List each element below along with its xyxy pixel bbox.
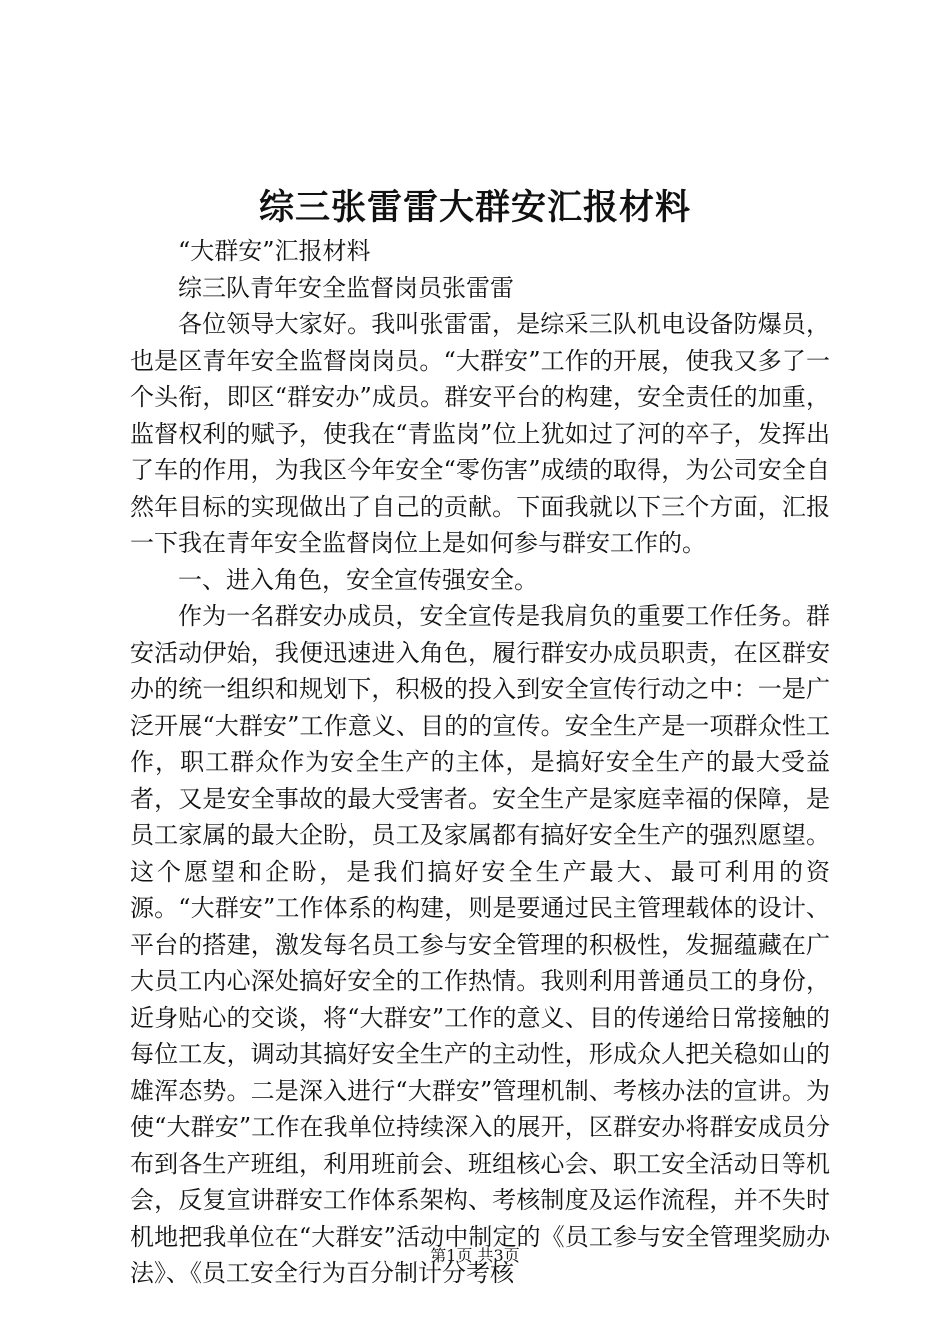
paragraph-section-1: 作为一名群安办成员，安全宣传是我肩负的重要工作任务。群安活动伊始，我便迅速进入角色，履行群安办成员职责，在区群安办的统一组织和规划下，积极的投入到安全宣传行动之中：一是广泛开展“大群安”工作意义、目的的宣传。安全生产是一项群众性工作，职工群众作为安全生产的主体，是搞好安全生产的最大受益者，又是安全事故的最大受害者。安全生产是家庭幸福的保障，是员工家属的最大企盼，员工及家属都有搞好安全生产的强烈愿望。这个愿望和企盼，是我们搞好安全生产最大、最可利用的资源。“大群安”工作体系的构建，则是要通过民主管理载体的设计、平台的搭建，激发每名员工参与安全管理的积极性，发掘蕴藏在广大员工内心深处搞好安全的工作热情。我则利用普通员工的身份，近身贴心的交谈，将“大群安”工作的意义、目的传递给日常接触的每位工友，调动其搞好安全生产的主动性，形成众人把关稳如山的雄浑态势。二是深入进行“大群安”管理机制、考核办法的宣讲。为使“大群安”工作在我单位持续深入的展开，区群安办将群安成员分布到各生产班组，利用班前会、班组核心会、职工安全活动日等机会，反复宣讲群安工作体系架构、考核制度及运作流程，并不失时机地把我单位在“大群安”活动中制定的《员工参与安全管理奖励办法》、《员工安全行为百分制计分考核 bbox=[130, 602, 830, 1287]
page-number: 第1页 共3页 bbox=[430, 1246, 520, 1265]
paragraph-author: 综三队青年安全监督岗员张雷雷 bbox=[178, 273, 514, 302]
document-title: 综三张雷雷大群安汇报材料 bbox=[258, 187, 691, 228]
paragraph-subtitle: “大群安”汇报材料 bbox=[178, 237, 371, 265]
document-body bbox=[130, 233, 830, 1292]
section-heading-1: 一、进入角色，安全宣传强安全。 bbox=[178, 565, 538, 594]
paragraph-intro: 各位领导大家好。我叫张雷雷，是综采三队机电设备防爆员，也是区青年安全监督岗岗员。“大群安”工作的开展，使我又多了一个头衔，即区“群安办”成员。群安平台的构建，安全责任的加重，监督权利的赋予，使我在“青监岗”位上犹如过了河的卒子，发挥出了车的作用，为我区今年安全“零伤害”成绩的取得，为公司安全自然年目标的实现做出了自己的贡献。下面我就以下三个方面，汇报一下我在青年安全监督岗位上是如何参与群安工作的。 bbox=[130, 310, 830, 557]
